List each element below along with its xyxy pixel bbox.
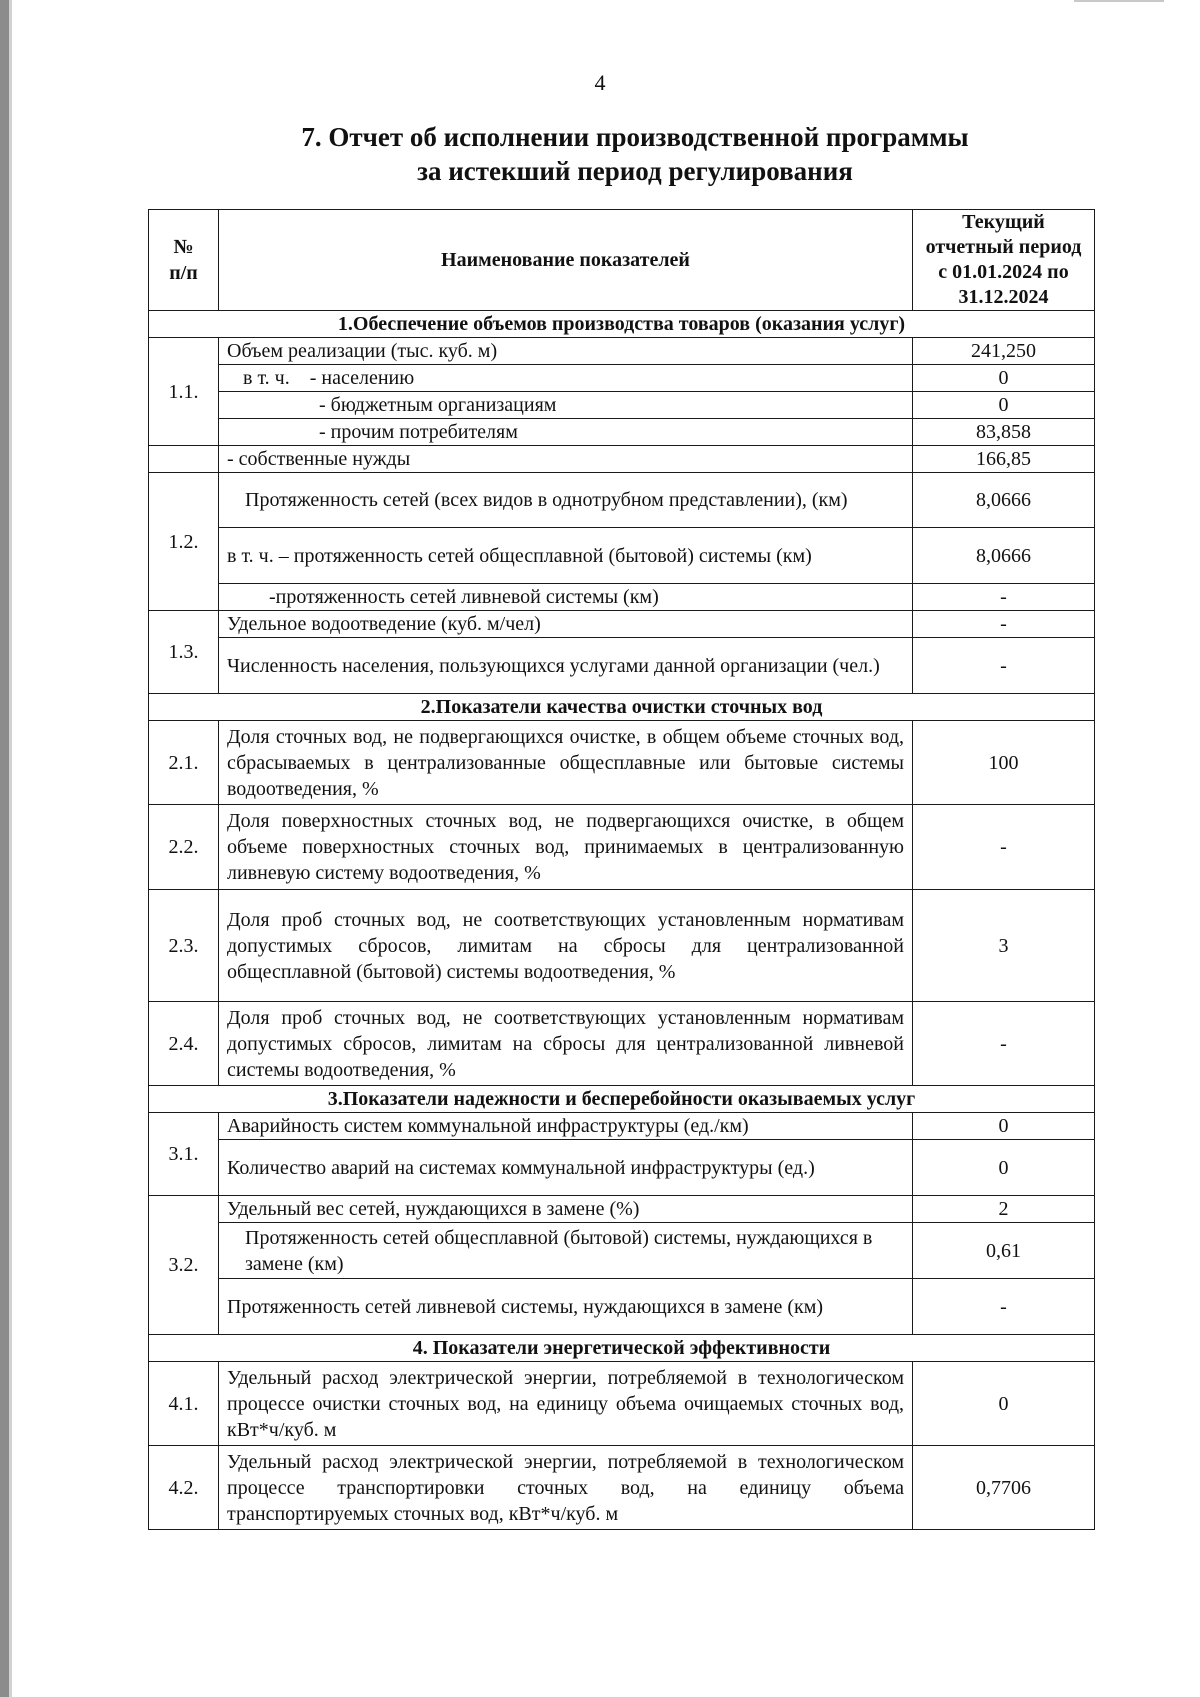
table-row: [149, 1279, 1095, 1335]
indicator-value: 8,0666: [913, 528, 1095, 584]
indicator-value: -: [913, 584, 1095, 611]
table-row: [149, 1196, 1095, 1223]
row-number-empty: [149, 446, 219, 473]
indicator-value: 241,250: [913, 338, 1095, 365]
indicator-name: Удельное водоотведение (куб. м/чел): [219, 611, 913, 638]
report-title-line-1: 7. Отчет об исполнении производственной программы: [301, 122, 969, 152]
table-row: [149, 1446, 1095, 1530]
indicator-name: Количество аварий на системах коммунальной инфраструктуры (ед.): [219, 1140, 913, 1196]
indicator-name: в т. ч. - населению: [219, 365, 913, 392]
row-number-2-4: 2.4.: [149, 1002, 219, 1086]
indicator-name: Протяженность сетей общесплавной (бытовой) системы, нуждающихся в замене (км): [219, 1223, 913, 1279]
indicator-value: -: [913, 805, 1095, 890]
page-number: 4: [594, 70, 606, 95]
row-number-4-2: 4.2.: [149, 1446, 219, 1530]
table-row: [149, 446, 1095, 473]
report-title: [0, 120, 1200, 188]
indicator-value: 83,858: [913, 419, 1095, 446]
report-table: [148, 209, 1095, 1530]
row-number-3-2: 3.2.: [149, 1196, 219, 1335]
table-row: [149, 805, 1095, 890]
indicator-value: 0: [913, 1113, 1095, 1140]
table-row: [149, 1002, 1095, 1086]
indicator-name: Удельный расход электрической энергии, потребляемой в технологическом процессе очистки сточных вод, на единицу объема очищаемых сточных вод, кВт*ч/куб. м: [219, 1362, 913, 1446]
indicator-name: Доля проб сточных вод, не соответствующих установленным нормативам допустимых сбросов, лимитам на сбросы для централизованной ливневой системы водоотведения, %: [219, 1002, 913, 1086]
indicator-name: Удельный расход электрической энергии, потребляемой в технологическом процессе транспортировки сточных вод, на единицу объема транспортируемых сточных вод, кВт*ч/куб. м: [219, 1446, 913, 1530]
indicator-name: Протяженность сетей (всех видов в однотрубном представлении), (км): [219, 473, 913, 528]
scan-left-edge: [0, 0, 9, 1697]
section-row: [149, 1086, 1095, 1113]
indicator-name: -протяженность сетей ливневой системы (км): [219, 584, 913, 611]
report-title-line-2: за истекший период регулирования: [417, 156, 853, 186]
indicator-name: - бюджетным организациям: [219, 392, 913, 419]
indicator-value: -: [913, 1002, 1095, 1086]
table-row: [149, 1223, 1095, 1279]
table-row: [149, 1140, 1095, 1196]
row-number-2-3: 2.3.: [149, 890, 219, 1002]
section-row: [149, 694, 1095, 721]
table-row: [149, 638, 1095, 694]
table-row: [149, 365, 1095, 392]
indicator-name: Аварийность систем коммунальной инфраструктуры (ед./км): [219, 1113, 913, 1140]
scan-left-edge-shadow: [9, 0, 12, 1697]
indicator-name: Объем реализации (тыс. куб. м): [219, 338, 913, 365]
indicator-name: Доля сточных вод, не подвергающихся очистке, в общем объеме сточных вод, сбрасываемых в централизованные общесплавные или бытовые системы водоотведения, %: [219, 721, 913, 805]
table-header-row: [149, 210, 1095, 311]
indicator-value: 3: [913, 890, 1095, 1002]
table-row: [149, 584, 1095, 611]
indicator-value: 0: [913, 1362, 1095, 1446]
row-number-2-1: 2.1.: [149, 721, 219, 805]
table-row: [149, 1113, 1095, 1140]
indicator-name: Доля проб сточных вод, не соответствующих установленным нормативам допустимых сбросов, лимитам на сбросы для централизованной общесплавной (бытовой) системы водоотведения, %: [219, 890, 913, 1002]
indicator-value: -: [913, 638, 1095, 694]
section-4-title: 4. Показатели энергетической эффективности: [149, 1335, 1095, 1362]
indicator-value: 166,85: [913, 446, 1095, 473]
table-row: [149, 392, 1095, 419]
indicator-value: 0: [913, 365, 1095, 392]
table-row: [149, 1362, 1095, 1446]
scan-top-mark: [1074, 0, 1164, 2]
indicator-name: Протяженность сетей ливневой системы, нуждающихся в замене (км): [219, 1279, 913, 1335]
indicator-value: 100: [913, 721, 1095, 805]
header-name: Наименование показателей: [219, 210, 913, 311]
indicator-name: - прочим потребителям: [219, 419, 913, 446]
indicator-name: в т. ч. – протяженность сетей общесплавной (бытовой) системы (км): [219, 528, 913, 584]
row-number-3-1: 3.1.: [149, 1113, 219, 1196]
table-row: [149, 473, 1095, 528]
indicator-value: 2: [913, 1196, 1095, 1223]
table-row: [149, 890, 1095, 1002]
row-number-2-2: 2.2.: [149, 805, 219, 890]
row-number-1-3: 1.3.: [149, 611, 219, 694]
section-2-title: 2.Показатели качества очистки сточных вод: [149, 694, 1095, 721]
section-row: [149, 1335, 1095, 1362]
table-row: [149, 419, 1095, 446]
indicator-value: 0: [913, 1140, 1095, 1196]
indicator-name: Численность населения, пользующихся услугами данной организации (чел.): [219, 638, 913, 694]
table-row: [149, 528, 1095, 584]
section-1-title: 1.Обеспечение объемов производства товаров (оказания услуг): [149, 311, 1095, 338]
indicator-name: Доля поверхностных сточных вод, не подвергающихся очистке, в общем объеме поверхностных сточных вод, принимаемых в централизованную ливневую систему водоотведения, %: [219, 805, 913, 890]
indicator-value: 0: [913, 392, 1095, 419]
row-number-4-1: 4.1.: [149, 1362, 219, 1446]
row-number-1-1: 1.1.: [149, 338, 219, 446]
table-row: [149, 721, 1095, 805]
indicator-value: -: [913, 1279, 1095, 1335]
section-3-title: 3.Показатели надежности и бесперебойности оказываемых услуг: [149, 1086, 1095, 1113]
row-number-1-2: 1.2.: [149, 473, 219, 611]
table-row: [149, 338, 1095, 365]
indicator-value: 8,0666: [913, 473, 1095, 528]
header-value: Текущий отчетный период с 01.01.2024 по 31.12.2024: [913, 210, 1095, 311]
indicator-name: Удельный вес сетей, нуждающихся в замене (%): [219, 1196, 913, 1223]
indicator-value: 0,7706: [913, 1446, 1095, 1530]
indicator-value: -: [913, 611, 1095, 638]
section-row: [149, 311, 1095, 338]
indicator-name: - собственные нужды: [219, 446, 913, 473]
header-num: № п/п: [149, 210, 219, 311]
indicator-value: 0,61: [913, 1223, 1095, 1279]
table-row: [149, 611, 1095, 638]
